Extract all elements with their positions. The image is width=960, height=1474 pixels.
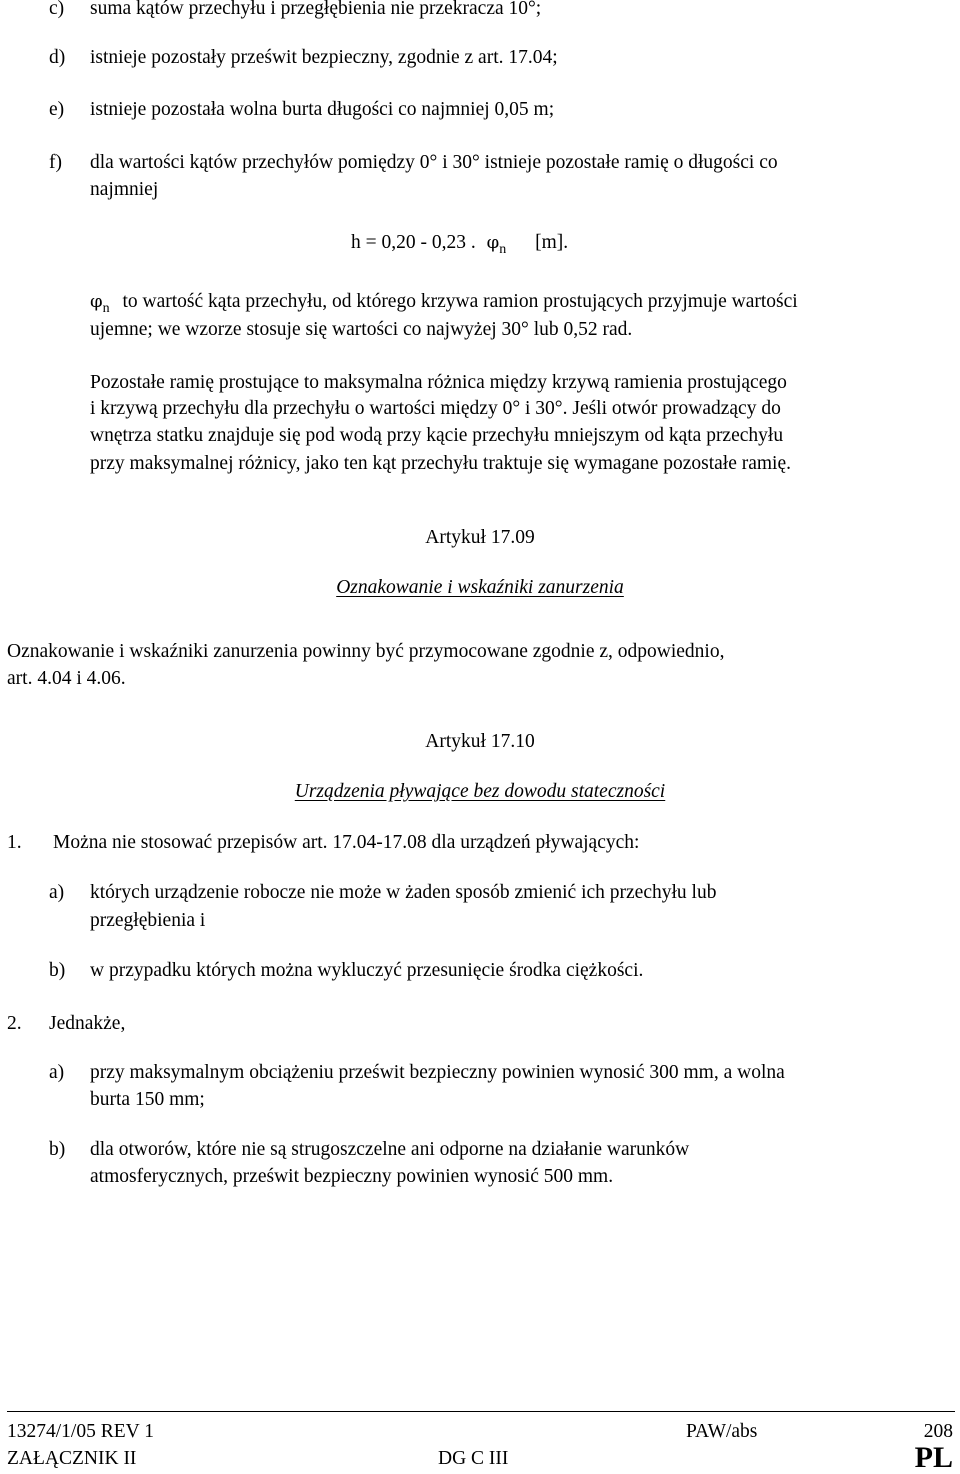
list-item-label: c)	[49, 0, 65, 19]
list-item-text-continued: atmosferycznych, prześwit bezpieczny powinien wynosić 500 mm.	[90, 1166, 614, 1187]
phi-symbol: φ	[90, 291, 103, 312]
footer-dg: DG C III	[438, 1448, 509, 1469]
paragraph-line: wnętrza statku znajduje się pod wodą przy kącie przechyłu mniejszym od kąta przechyłu	[90, 425, 784, 446]
list-item-label: a)	[49, 882, 65, 903]
point-label: 2.	[7, 1013, 22, 1034]
list-item-text: dla otworów, które nie są strugoszczelne ani odporne na działanie warunków	[90, 1139, 690, 1160]
list-item-text: których urządzenie robocze nie może w żaden sposób zmienić ich przechyłu lub	[90, 882, 717, 903]
list-item-label: b)	[49, 960, 66, 981]
article-heading: Artykuł 17.09	[425, 527, 535, 548]
footer-language-code: PL	[914, 1441, 953, 1474]
article-subtitle-wrap	[0, 778, 960, 805]
footer-initials: PAW/abs	[686, 1421, 758, 1442]
list-item-text: w przypadku których można wykluczyć przesunięcie środka ciężkości.	[90, 960, 644, 981]
phi-note-line1	[90, 288, 798, 315]
article-body-line: Oznakowanie i wskaźniki zanurzenia powinny być przymocowane zgodnie z, odpowiednio,	[7, 641, 725, 662]
list-item-text-continued: najmniej	[90, 179, 159, 200]
list-item-text: istnieje pozostały prześwit bezpieczny, zgodnie z art. 17.04;	[90, 47, 558, 68]
point-label: 1.	[7, 832, 22, 853]
article-heading: Artykuł 17.10	[425, 731, 535, 752]
footer-page-number: 208	[923, 1421, 953, 1442]
footer-doc-ref: 13274/1/05 REV 1	[7, 1421, 154, 1442]
article-subtitle: Urządzenia pływające bez dowodu stateczności	[294, 781, 666, 802]
list-item-text: dla wartości kątów przechyłów pomiędzy 0° i 30° istnieje pozostałe ramię o długości co	[90, 152, 778, 173]
point-text: Można nie stosować przepisów art. 17.04-17.08 dla urządzeń pływających:	[53, 832, 640, 853]
point-text: Jednakże,	[49, 1013, 126, 1034]
formula	[351, 229, 568, 256]
article-subtitle-wrap	[0, 574, 960, 601]
phi-subscript: n	[102, 301, 110, 316]
footer-annex: ZAŁĄCZNIK II	[7, 1448, 137, 1469]
list-item-label: b)	[49, 1139, 66, 1160]
formula-lhs: h = 0,20 - 0,23 .	[351, 232, 476, 253]
paragraph-line: przy maksymalnej różnicy, jako ten kąt przechyłu traktuje się wymagane pozostałe ramię.	[90, 453, 792, 474]
list-item-label: e)	[49, 99, 65, 120]
list-item-label: f)	[49, 152, 62, 173]
list-item-text: istnieje pozostała wolna burta długości co najmniej 0,05 m;	[90, 99, 555, 120]
list-item-text: suma kątów przechyłu i przegłębienia nie przekracza 10°;	[90, 0, 542, 19]
article-subtitle: Oznakowanie i wskaźniki zanurzenia	[336, 577, 624, 598]
footer-divider	[7, 1411, 955, 1412]
list-item-text-continued: burta 150 mm;	[90, 1089, 205, 1110]
phi-note-text-continued: ujemne; we wzorze stosuje się wartości co najwyżej 30° lub 0,52 rad.	[90, 319, 633, 340]
formula-unit: [m].	[535, 232, 569, 253]
list-item-label: a)	[49, 1062, 65, 1083]
phi-subscript: n	[499, 242, 507, 257]
list-item-text-continued: przegłębienia i	[90, 910, 206, 931]
paragraph-line: i krzywą przechyłu dla przechyłu o wartości między 0° i 30°. Jeśli otwór prowadzący do	[90, 398, 781, 419]
phi-note-text: to wartość kąta przechyłu, od którego krzywa ramion prostujących przyjmuje wartości	[122, 291, 798, 312]
article-body-line: art. 4.04 i 4.06.	[7, 668, 126, 689]
paragraph-line: Pozostałe ramię prostujące to maksymalna różnica między krzywą ramienia prostującego	[90, 372, 787, 393]
list-item-text: przy maksymalnym obciążeniu prześwit bezpieczny powinien wynosić 300 mm, a wolna	[90, 1062, 785, 1083]
list-item-label: d)	[49, 47, 66, 68]
phi-symbol: φ	[486, 232, 500, 253]
